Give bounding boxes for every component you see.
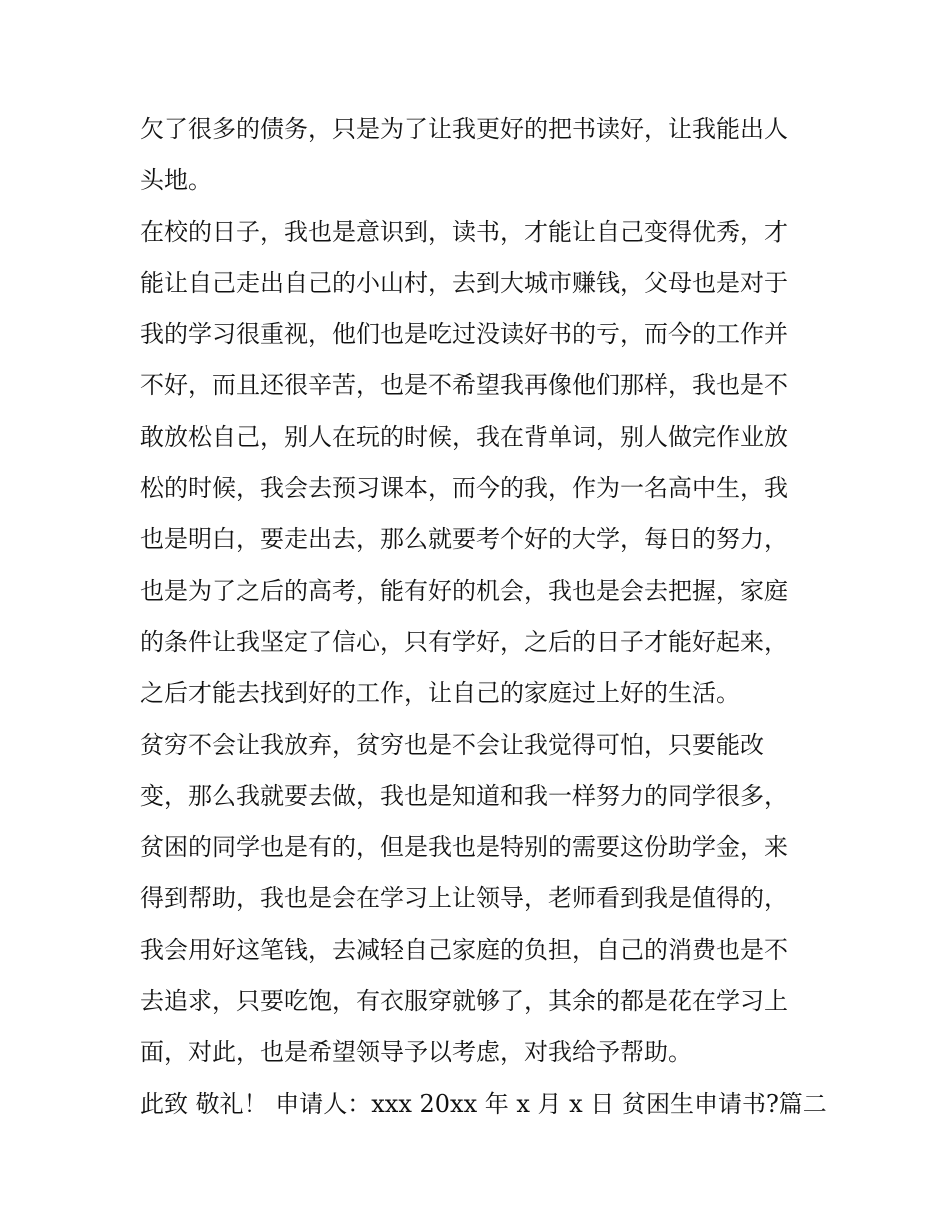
text-line: 我的学习很重视，他们也是吃过没读好书的亏，而今的工作并 <box>140 320 788 349</box>
text-line: 敢放松自己，别人在玩的时候，我在背单词，别人做完作业放 <box>140 422 788 451</box>
text-line: 贫困的同学也是有的，但是我也是特别的需要这份助学金，来 <box>140 833 788 862</box>
text-line: 变，那么我就要去做，我也是知道和我一样努力的同学很多， <box>140 781 788 810</box>
text-line: 能让自己走出自己的小山村，去到大城市赚钱，父母也是对于 <box>140 268 788 297</box>
text-line: 不好，而且还很辛苦，也是不希望我再像他们那样，我也是不 <box>140 371 788 400</box>
text-line: 欠了很多的债务，只是为了让我更好的把书读好，让我能出人 <box>140 115 788 143</box>
body-text <box>140 104 827 1130</box>
text-line: 也是明白，要走出去，那么就要考个好的大学，每日的努力， <box>140 525 788 554</box>
text-line: 之后才能去找到好的工作，让自己的家庭过上好的生活。 <box>140 679 740 708</box>
text-line: 松的时候，我会去预习课本，而今的我，作为一名高中生，我 <box>140 474 788 503</box>
text-line: 贫穷不会让我放弃，贫穷也是不会让我觉得可怕，只要能改 <box>140 730 764 759</box>
text-line: 我会用好这笔钱，去减轻自己家庭的负担，自己的消费也是不 <box>140 935 788 964</box>
text-line: 在校的日子，我也是意识到，读书，才能让自己变得优秀，才 <box>140 217 788 246</box>
text-line: 去追求，只要吃饱，有衣服穿就够了，其余的都是花在学习上 <box>140 987 788 1016</box>
text-line: 也是为了之后的高考，能有好的机会，我也是会去把握，家庭 <box>140 576 788 605</box>
text-line: 头地。 <box>140 166 212 195</box>
text-line: 得到帮助，我也是会在学习上让领导，老师看到我是值得的， <box>140 884 788 913</box>
text-line: 的条件让我坚定了信心，只有学好，之后的日子才能好起来， <box>140 627 788 656</box>
text-line: 此致 敬礼！ 申请人：xxx 20xx 年 x 月 x 日 贫困生申请书?篇二 <box>140 1089 827 1118</box>
text-line: 面，对此，也是希望领导予以考虑，对我给予帮助。 <box>140 1038 692 1067</box>
